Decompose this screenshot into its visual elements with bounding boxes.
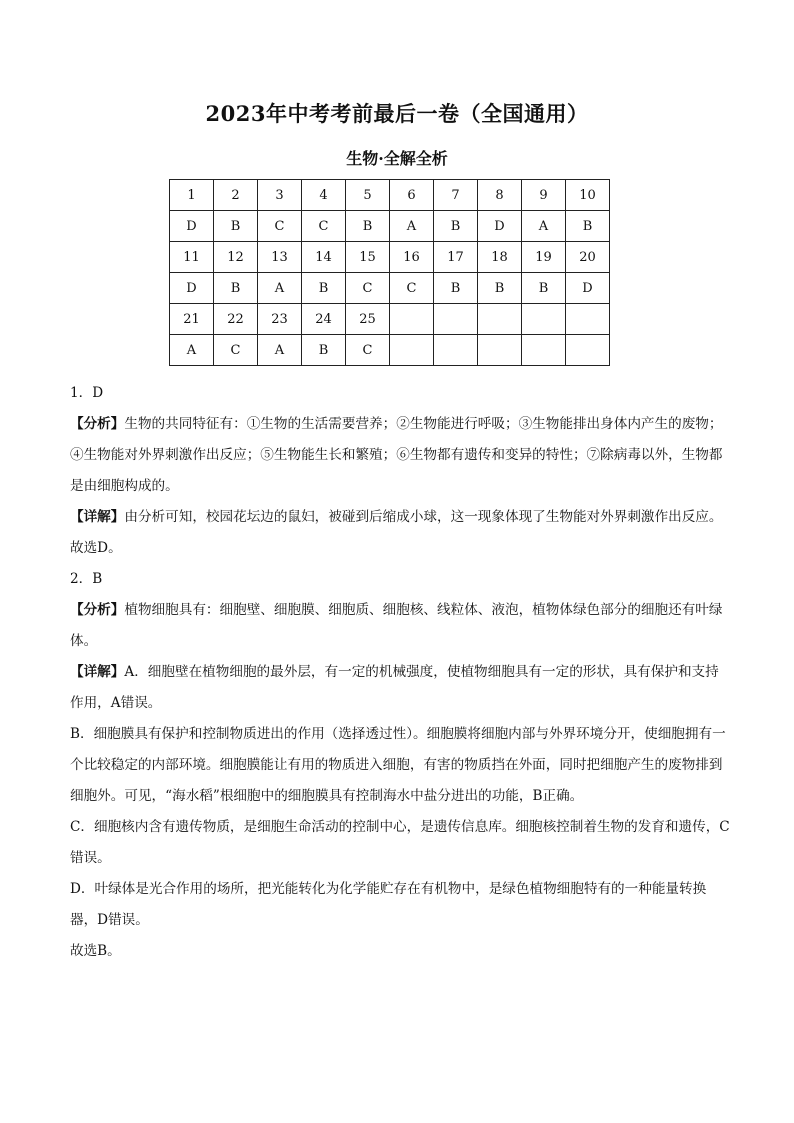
answer-cell: C — [214, 335, 258, 366]
question-number-row — [170, 180, 610, 211]
answer-cell: B — [214, 273, 258, 304]
detail-tag: 【详解】 — [70, 664, 125, 680]
question-number-cell — [478, 304, 522, 335]
question-number-cell: 23 — [258, 304, 302, 335]
question-number-cell: 16 — [390, 242, 434, 273]
question-2-detail-c: C．细胞核内含有遗传物质，是细胞生命活动的控制中心，是遗传信息库。细胞核控制着生物的发育和遗传，C错误。 — [70, 819, 730, 866]
answer-cell: B — [478, 273, 522, 304]
detail-a-text: A．细胞壁在植物细胞的最外层，有一定的机械强度，使植物细胞具有一定的形状，具有保护和支持作用，A错误。 — [70, 664, 719, 711]
question-1-analysis — [70, 409, 730, 502]
question-number-cell: 4 — [302, 180, 346, 211]
answer-cell: A — [170, 335, 214, 366]
answer-cell — [478, 335, 522, 366]
answer-cell: D — [170, 273, 214, 304]
question-number-cell: 19 — [522, 242, 566, 273]
analysis-text: 生物的共同特征有：①生物的生活需要营养；②生物能进行呼吸；③生物能排出身体内产生的废物；④生物能对外界刺激作出反应；⑤生物能生长和繁殖；⑥生物都有遗传和变异的特性；⑦除病毒以外，生物都是由细胞构成的。 — [70, 416, 723, 494]
analysis-text: 植物细胞具有：细胞壁、细胞膜、细胞质、细胞核、线粒体、液泡，植物体绿色部分的细胞还有叶绿体。 — [70, 602, 723, 649]
question-number-cell: 12 — [214, 242, 258, 273]
answer-cell — [522, 335, 566, 366]
answer-row — [170, 273, 610, 304]
question-2-analysis — [70, 595, 730, 657]
answer-cell: A — [522, 211, 566, 242]
question-number-cell: 11 — [170, 242, 214, 273]
question-number-cell: 13 — [258, 242, 302, 273]
question-number-cell: 17 — [434, 242, 478, 273]
question-number-cell — [390, 304, 434, 335]
answer-cell: B — [522, 273, 566, 304]
question-number-cell: 24 — [302, 304, 346, 335]
question-number-cell: 22 — [214, 304, 258, 335]
question-2-number: 2．B — [70, 571, 103, 587]
answer-cell: A — [258, 273, 302, 304]
answer-row — [170, 211, 610, 242]
answer-cell: A — [390, 211, 434, 242]
answer-cell: C — [258, 211, 302, 242]
question-1-number: 1．D — [70, 385, 104, 401]
question-2-detail-b: B．细胞膜具有保护和控制物质进出的作用（选择透过性）。细胞膜将细胞内部与外界环境分开，使细胞拥有一个比较稳定的内部环境。细胞膜能让有用的物质进入细胞，有害的物质挡在外面，同时把细胞产生的废物排到细胞外。可见，“海水稻”根细胞中的细胞膜具有控制海水中盐分进出的功能，B正确。 — [70, 726, 726, 804]
question-number-cell — [566, 304, 610, 335]
question-2-detail-a — [70, 657, 730, 719]
answer-cell — [434, 335, 478, 366]
question-2-detail-d: D．叶绿体是光合作用的场所，把光能转化为化学能贮存在有机物中，是绿色植物细胞特有的一种能量转换器，D错误。 — [70, 881, 707, 928]
question-number-cell: 5 — [346, 180, 390, 211]
question-number-cell: 15 — [346, 242, 390, 273]
question-number-cell — [522, 304, 566, 335]
question-number-cell: 1 — [170, 180, 214, 211]
question-1-conclusion: 故选D。 — [70, 540, 122, 556]
answer-cell — [566, 335, 610, 366]
answer-cell: B — [434, 211, 478, 242]
detail-text: 由分析可知，校园花坛边的鼠妇，被碰到后缩成小球，这一现象体现了生物能对外界刺激作出反应。 — [124, 509, 723, 525]
question-number-cell: 10 — [566, 180, 610, 211]
question-1-detail — [70, 502, 730, 533]
question-number-cell: 9 — [522, 180, 566, 211]
question-number-cell: 7 — [434, 180, 478, 211]
answer-cell: C — [302, 211, 346, 242]
answer-cell: C — [346, 273, 390, 304]
answer-cell: B — [346, 211, 390, 242]
question-number-cell: 2 — [214, 180, 258, 211]
answer-cell: C — [390, 273, 434, 304]
analysis-tag: 【分析】 — [70, 416, 125, 432]
answer-cell: D — [566, 273, 610, 304]
answer-cell: D — [170, 211, 214, 242]
answer-cell: B — [302, 273, 346, 304]
answer-cell: B — [214, 211, 258, 242]
answer-cell: B — [566, 211, 610, 242]
answer-cell: A — [258, 335, 302, 366]
question-number-cell: 25 — [346, 304, 390, 335]
question-number-cell: 18 — [478, 242, 522, 273]
answer-cell: B — [434, 273, 478, 304]
question-number-cell: 20 — [566, 242, 610, 273]
question-number-cell: 21 — [170, 304, 214, 335]
question-number-row — [170, 304, 610, 335]
question-number-cell: 6 — [390, 180, 434, 211]
question-number-cell: 3 — [258, 180, 302, 211]
question-number-row — [170, 242, 610, 273]
page-subtitle: 生物·全解全析 — [346, 149, 448, 168]
answer-cell: D — [478, 211, 522, 242]
answer-cell: C — [346, 335, 390, 366]
answer-row — [170, 335, 610, 366]
answer-cell: B — [302, 335, 346, 366]
analysis-tag: 【分析】 — [70, 602, 125, 618]
answer-cell — [390, 335, 434, 366]
question-number-cell — [434, 304, 478, 335]
answer-table — [169, 179, 610, 366]
question-2-conclusion: 故选B。 — [70, 943, 121, 959]
question-number-cell: 8 — [478, 180, 522, 211]
solutions-body — [70, 378, 730, 967]
detail-tag: 【详解】 — [70, 509, 125, 525]
question-number-cell: 14 — [302, 242, 346, 273]
page-title: 2023年中考考前最后一卷（全国通用） — [205, 101, 589, 126]
